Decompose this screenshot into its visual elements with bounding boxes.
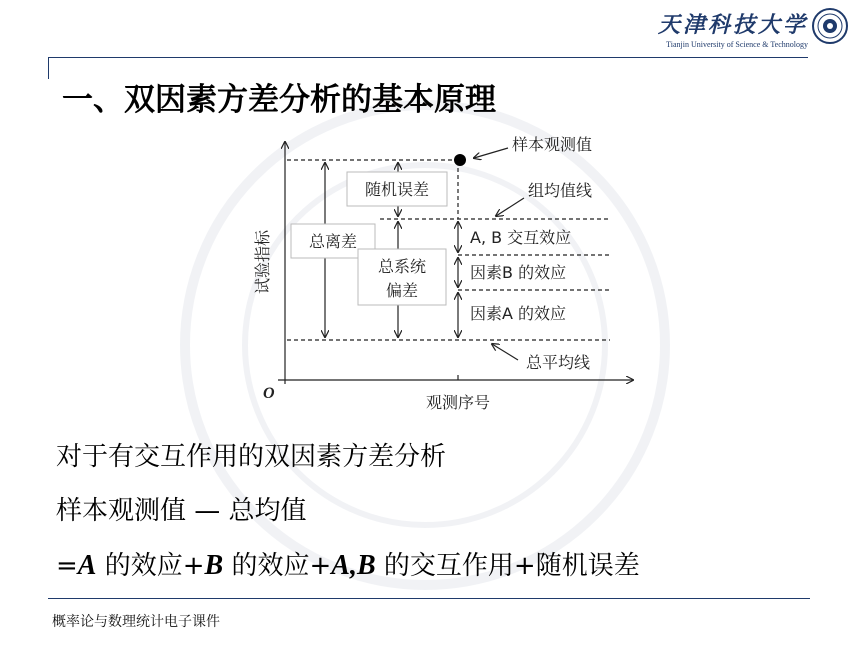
formula-text-3: 的交互作用+随机误差	[375, 551, 640, 581]
effect-b-label: 因素B 的效应	[470, 263, 567, 282]
grand-mean-pointer-arrow	[492, 344, 518, 360]
footer-rule	[48, 598, 810, 599]
decomposition-formula	[56, 545, 640, 582]
formula-text-1: 的效应+	[96, 551, 205, 581]
interaction-label: A, B 交互效应	[470, 228, 572, 247]
systematic-deviation-label-1: 总系统	[377, 257, 427, 276]
x-axis-label: 观测序号	[425, 393, 491, 412]
origin-label: O	[263, 385, 275, 402]
group-mean-pointer-arrow	[496, 198, 524, 216]
formula-text-2: 的效应+	[223, 551, 332, 581]
page-title: 一、双因素方差分析的基本原理	[62, 82, 496, 118]
sample-point	[454, 154, 466, 166]
sample-label: 样本观测值	[512, 135, 593, 154]
formula-var-ab: A,B	[331, 550, 376, 581]
effect-a-label: 因素A 的效应	[470, 304, 567, 323]
group-mean-label: 组均值线	[528, 181, 593, 200]
body-line-2: 样本观测值 — 总均值	[56, 496, 307, 526]
random-error-label: 随机误差	[364, 180, 430, 199]
footer-course-title: 概率论与数理统计电子课件	[52, 614, 220, 630]
systematic-deviation-label-2: 偏差	[385, 281, 419, 300]
formula-var-b: B	[204, 550, 224, 581]
sample-pointer-arrow	[474, 148, 508, 158]
y-axis-label: 试验指标	[253, 229, 272, 295]
formula-var-a: A	[77, 550, 97, 581]
logo-chinese: 天津科技大学	[657, 12, 808, 38]
body-line-1: 对于有交互作用的双因素方差分析	[56, 442, 447, 472]
logo-english: Tianjin University of Science & Technology	[666, 40, 808, 49]
formula-equals: =	[56, 551, 78, 581]
grand-mean-label: 总平均线	[526, 353, 591, 372]
total-deviation-label: 总离差	[308, 232, 358, 251]
